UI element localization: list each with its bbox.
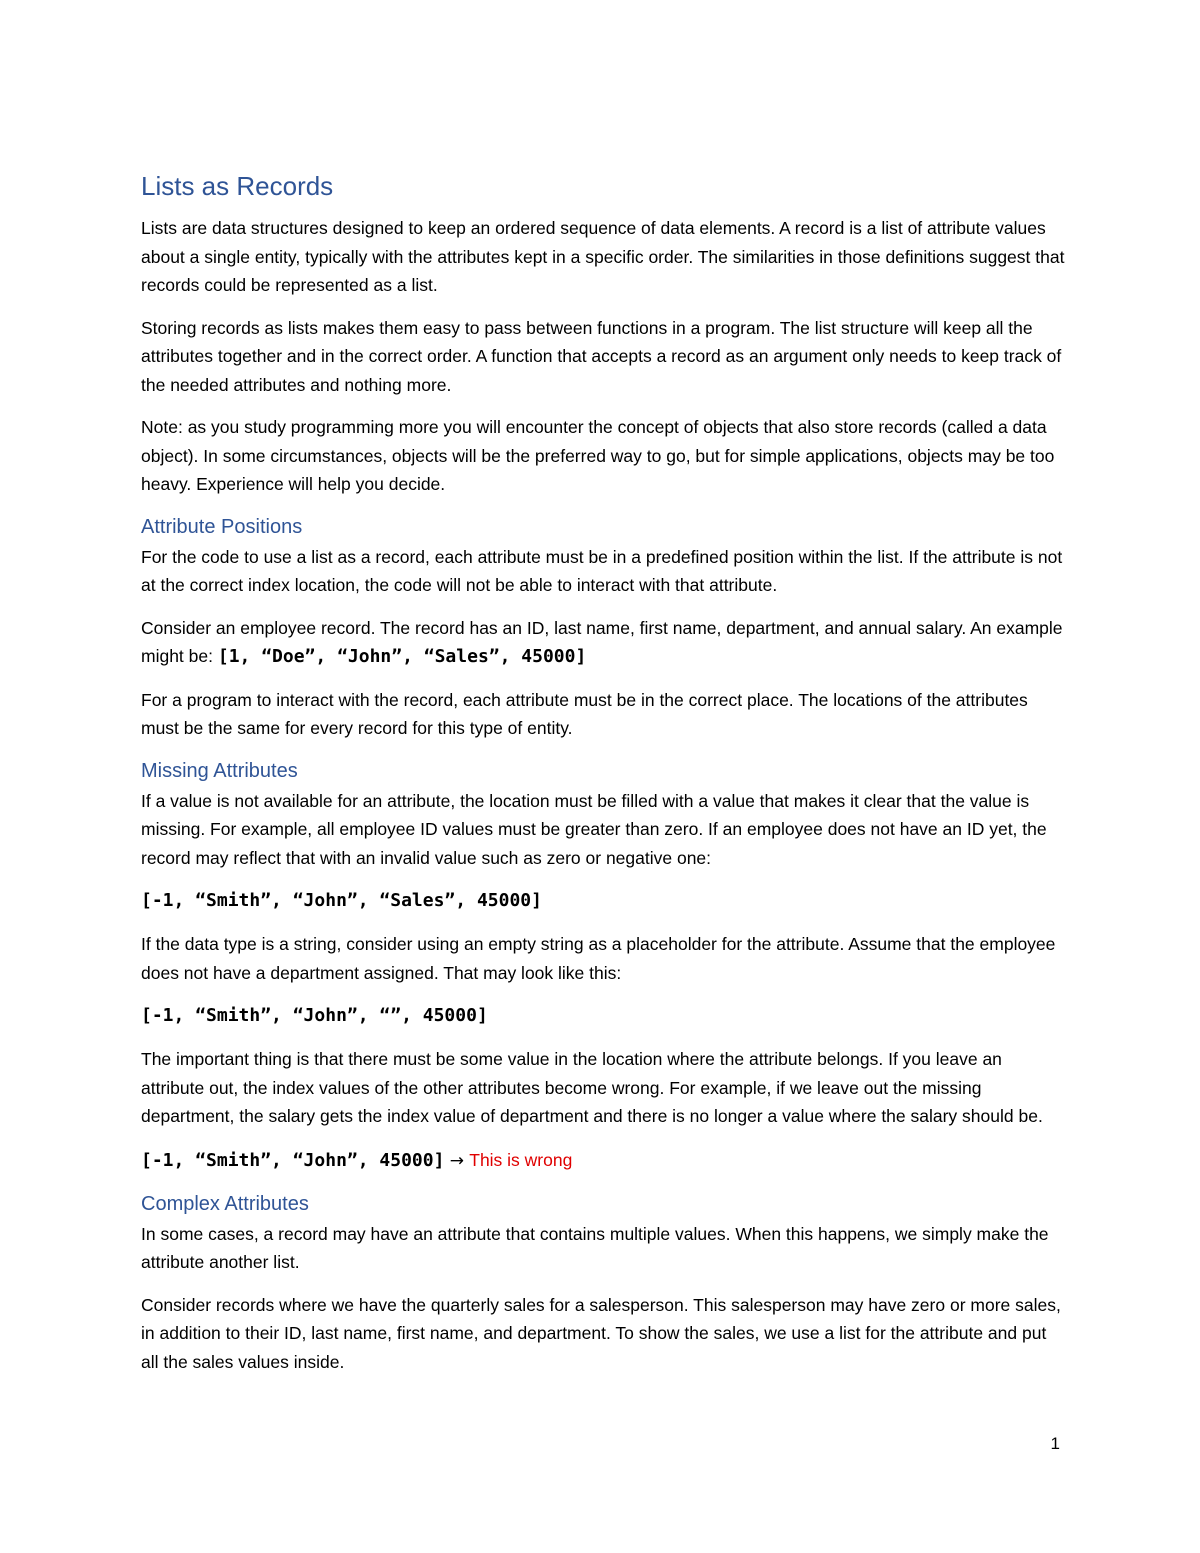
code-example-negative-id-text: [-1, “Smith”, “John”, “Sales”, 45000] (141, 890, 542, 911)
missing-attributes-paragraph-1: If a value is not available for an attribute, the location must be filled with a value that makes it clear that the value is missing. For example, all employee ID values must be greater than zero. If an employee does not have an ID yet, the record may reflect that with an invalid value such as zero or negative one: (141, 790, 1047, 868)
intro-paragraph-1: Lists are data structures designed to keep an ordered sequence of data elements. A record is a list of attribute values about a single entity, typically with the attributes kept in a specific order. The similarities in those definitions suggest that records could be represented as a list. (141, 218, 1065, 295)
intro-paragraph-3: Note: as you study programming more you will encounter the concept of objects that also store records (called a data object). In some circumstances, objects will be the preferred way to go, but for simple applications, objects may be too heavy. Experience will help you decide. (141, 417, 1055, 494)
code-example-wrong (141, 1145, 1066, 1176)
missing-attributes-paragraph-2: If the data type is a string, consider using an empty string as a placeholder for the attribute. Assume that the employee does not have a department assigned. That may look like this: (141, 934, 1056, 983)
right-arrow-icon: → (449, 1150, 464, 1171)
complex-attributes-paragraph-1: In some cases, a record may have an attribute that contains multiple values. When this happens, we simply make the attribute another list. (141, 1223, 1049, 1272)
attribute-positions-paragraph-3: For a program to interact with the record, each attribute must be in the correct place. The locations of the attributes must be the same for every record for this type of entity. (141, 689, 1028, 738)
page-number: 1 (1050, 1434, 1060, 1453)
attribute-positions-paragraph-2-text: Consider an employee record. The record has an ID, last name, first name, department, and annual salary. An example might be: (141, 617, 1063, 666)
missing-attributes-paragraph-3: The important thing is that there must be some value in the location where the attribute belongs. If you leave an attribute out, the index values of the other attributes become wrong. For example, if we leave out the missing department, the salary gets the index value of department and there is no longer a value where the salary should be. (141, 1049, 1043, 1126)
complex-attributes-paragraph-2: Consider records where we have the quarterly sales for a salesperson. This salesperson may have zero or more sales, in addition to their ID, last name, first name, and department. To show the sales, we use a list for the attribute and put all the sales values inside. (141, 1294, 1061, 1372)
code-example-negative-id (141, 886, 1066, 916)
code-example-wrong-text: [-1, “Smith”, “John”, 45000] (141, 1149, 445, 1171)
employee-record-example: [1, “Doe”, “John”, “Sales”, 45000] (217, 646, 587, 667)
wrong-label: This is wrong (469, 1149, 573, 1170)
attribute-positions-paragraph-2 (141, 614, 1066, 672)
intro-paragraph-2: Storing records as lists makes them easy to pass between functions in a program. The list structure will keep all the attributes together and in the correct order. A function that accepts a record as an argument only needs to keep track of the needed attributes and nothing more. (141, 317, 1062, 395)
code-example-empty-string-text: [-1, “Smith”, “John”, “”, 45000] (141, 1005, 488, 1026)
page-content (141, 166, 1066, 1390)
section-heading-missing-attributes: Missing Attributes (141, 759, 298, 782)
attribute-positions-paragraph-1: For the code to use a list as a record, each attribute must be in a predefined position within the list. If the attribute is not at the correct index location, the code will not be able to interact with that attribute. (141, 546, 1063, 595)
page-title: Lists as Records (141, 171, 334, 201)
section-heading-attribute-positions: Attribute Positions (141, 515, 303, 538)
section-heading-complex-attributes: Complex Attributes (141, 1192, 309, 1215)
code-example-empty-string (141, 1001, 1066, 1031)
